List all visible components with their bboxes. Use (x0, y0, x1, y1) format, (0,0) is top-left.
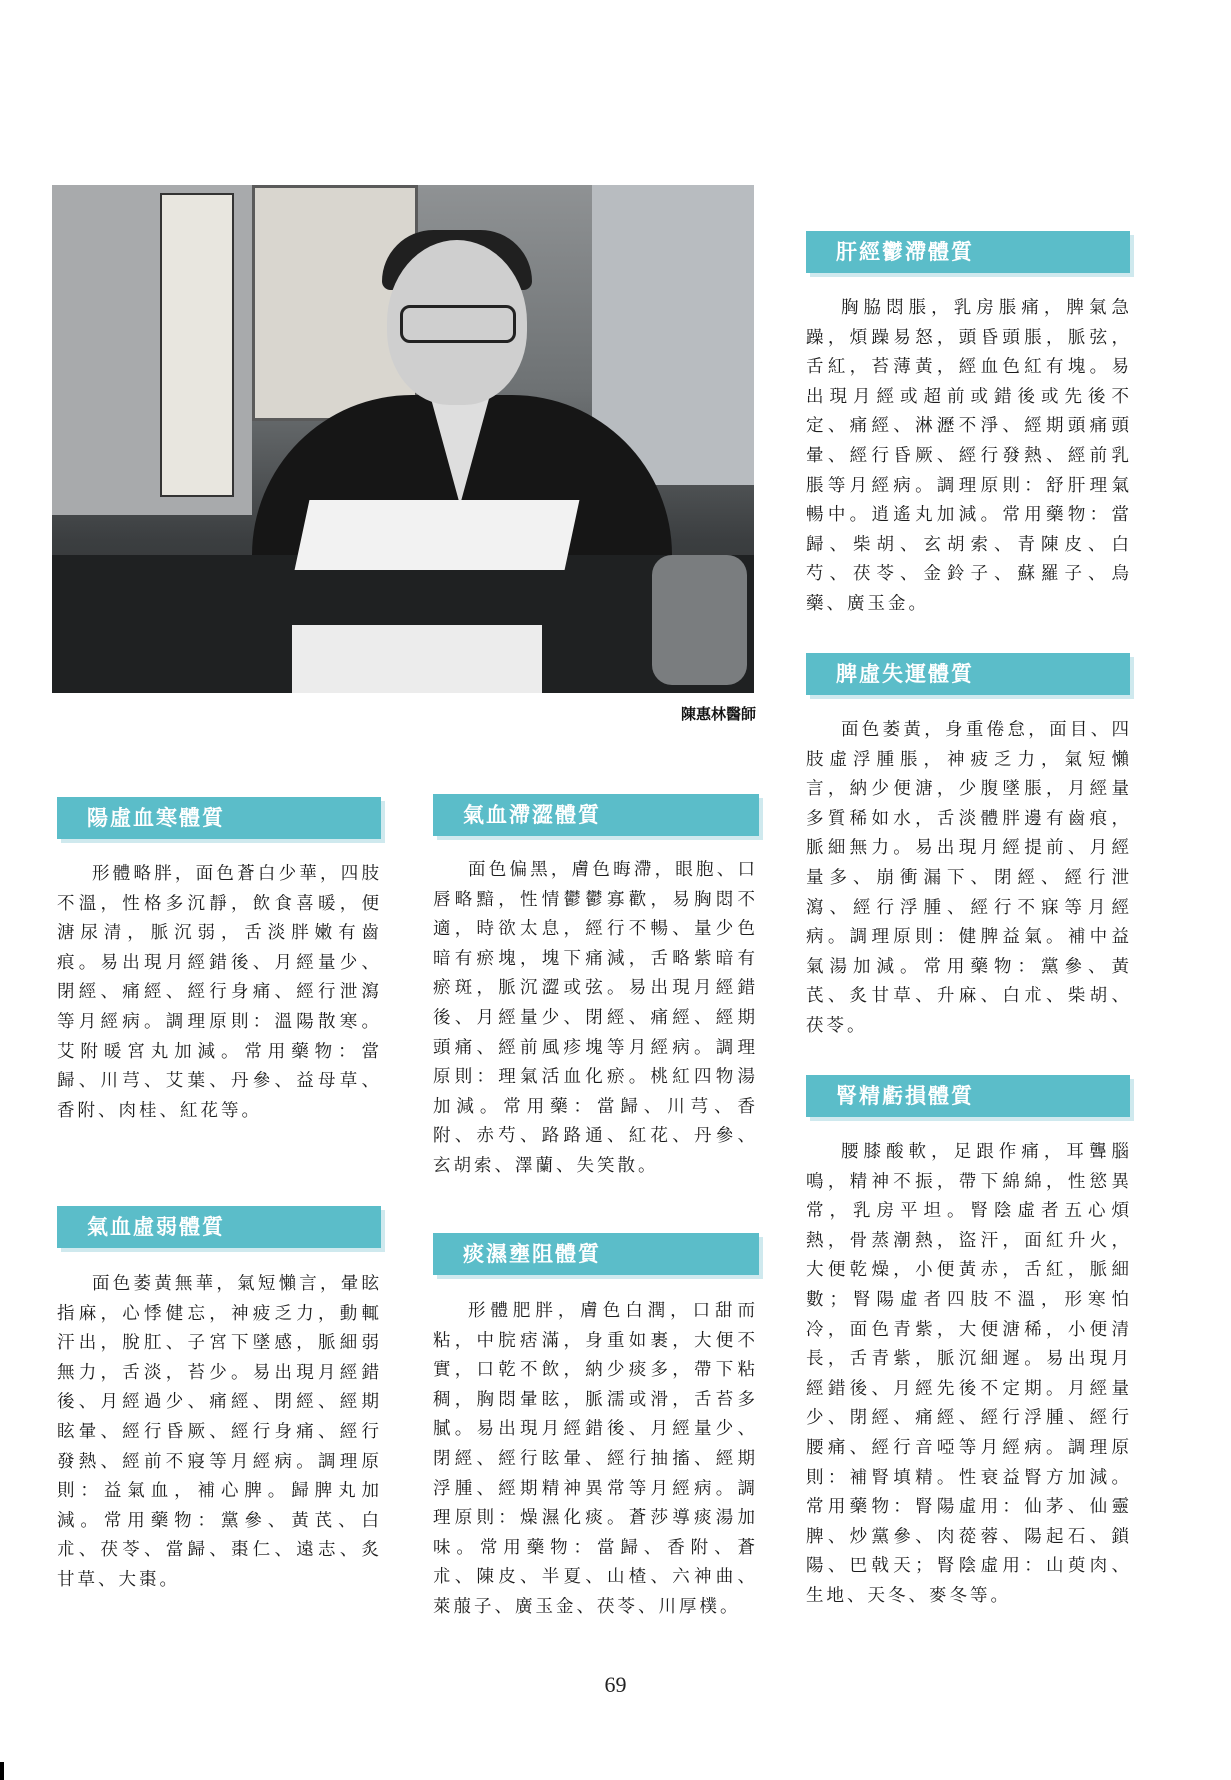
body-qixue-zhise: 面色偏黑，膚色晦滯，眼胞、口唇略黯，性情鬱鬱寡歡，易胸悶不適，時欲太息，經行不暢、量少色暗有瘀塊，塊下痛減，舌略紫暗有瘀斑，脈沉澀或弦。易出現月經錯後、月經量少、閉經、痛經、經期頭痛、經前風疹塊等月經病。調理原則：理氣活血化瘀。桃紅四物湯加減。常用藥：當歸、川芎、香附、赤芍、路路通、紅花、丹參、玄胡索、澤蘭、失笑散。 (433, 860, 758, 1176)
photo-calligraphy-scroll (160, 193, 234, 497)
photo-book (295, 500, 580, 570)
body-ganjing: 胸脇悶脹，乳房脹痛，脾氣急躁，煩躁易怒，頭昏頭脹，脈弦，舌紅，苔薄黃，經血色紅有塊。易出現月經或超前或錯後或先後不定、痛經、淋瀝不淨、經期頭痛頭暈、經行昏厥、經行發熱、經前乳脹等月經病。調理原則：舒肝理氣暢中。逍遙丸加減。常用藥物：當歸、柴胡、玄胡索、青陳皮、白芍、茯苓、金鈴子、蘇羅子、烏藥、廣玉金。 (806, 298, 1132, 614)
heading-shenjing: 腎精虧損體質 (806, 1075, 1130, 1117)
heading-tanshi: 痰濕壅阻體質 (433, 1233, 759, 1275)
body-tanshi: 形體肥胖，膚色白潤，口甜而粘，中脘痞滿，身重如裹，大便不實，口乾不飲，納少痰多，帶下粘稠，胸悶暈眩，脈濡或滑，舌苔多膩。易出現月經錯後、月經量少、閉經、經行眩暈、經行抽搐、經期浮腫、經期精神異常等月經病。調理原則：燥濕化痰。蒼莎導痰湯加味。常用藥物：當歸、香附、蒼朮、陳皮、半夏、山楂、六神曲、萊菔子、廣玉金、茯苓、川厚樸。 (433, 1301, 758, 1617)
doctor-photo (52, 185, 754, 693)
crop-mark (0, 1762, 4, 1780)
body-pixu: 面色萎黃，身重倦怠，面目、四肢虛浮腫脹，神疲乏力，氣短懶言，納少便溏，少腹墜脹，月經量多質稀如水，舌淡體胖邊有齒痕，脈細無力。易出現月經提前、月經量多、崩衝漏下、閉經、經行泄瀉、經行浮腫、經行不寐等月經病。調理原則：健脾益氣。補中益氣湯加減。常用藥物：黨參、黃芪、炙甘草、升麻、白朮、柴胡、茯苓。 (806, 720, 1132, 1036)
page-number: 69 (604, 1672, 627, 1697)
photo-glasses (400, 305, 516, 343)
heading-yangxu: 陽虛血寒體質 (57, 797, 381, 839)
photo-jar (652, 555, 747, 685)
body-qixue-xuruo: 面色萎黃無華，氣短懶言，暈眩指麻，心悸健忘，神疲乏力，動輒汗出，脫肛、子宮下墜感，脈細弱無力，舌淡，苔少。易出現月經錯後、月經過少、痛經、閉經、經期眩暈、經行昏厥、經行身痛、經行發熱、經前不寢等月經病。調理原則：益氣血，補心脾。歸脾丸加減。常用藥物：黨參、黃芪、白朮、茯苓、當歸、棗仁、遠志、炙甘草、大棗。 (57, 1274, 382, 1590)
heading-qixue-xuruo: 氣血虛弱體質 (57, 1206, 381, 1248)
body-shenjing: 腰膝酸軟，足跟作痛，耳聾腦鳴，精神不振，帶下綿綿，性慾異常，乳房平坦。腎陰虛者五心煩熱，骨蒸潮熱，盜汗，面紅升火，大便乾燥，小便黃赤，舌紅，脈細數；腎陽虛者四肢不溫，形寒怕冷，面色青紫，大便溏稀，小便清長，舌青紫，脈沉細遲。易出現月經錯後、月經先後不定期。月經量少、閉經、痛經、經行浮腫、經行腰痛、經行音啞等月經病。調理原則：補腎填精。性衰益腎方加減。常用藥物：腎陽虛用：仙茅、仙靈脾、炒黨參、肉蓯蓉、陽起石、鎖陽、巴戟天；腎陰虛用：山萸肉、生地、天冬、麥冬等。 (806, 1142, 1132, 1606)
photo-paper (292, 625, 542, 693)
body-yangxu: 形體略胖，面色蒼白少華，四肢不溫，性格多沉靜，飲食喜暖，便溏尿清，脈沉弱，舌淡胖嫩有齒痕。易出現月經錯後、月經量少、閉經、痛經、經行身痛、經行泄瀉等月經病。調理原則：溫陽散寒。艾附暖宮丸加減。常用藥物：當歸、川芎、艾葉、丹參、益母草、香附、肉桂、紅花等。 (57, 864, 382, 1121)
heading-pixu: 脾虛失運體質 (806, 653, 1130, 695)
heading-qixue-zhise: 氣血滯澀體質 (433, 794, 759, 836)
photo-caption: 陳惠林醫師 (680, 705, 756, 723)
heading-ganjing: 肝經鬱滯體質 (806, 231, 1130, 273)
